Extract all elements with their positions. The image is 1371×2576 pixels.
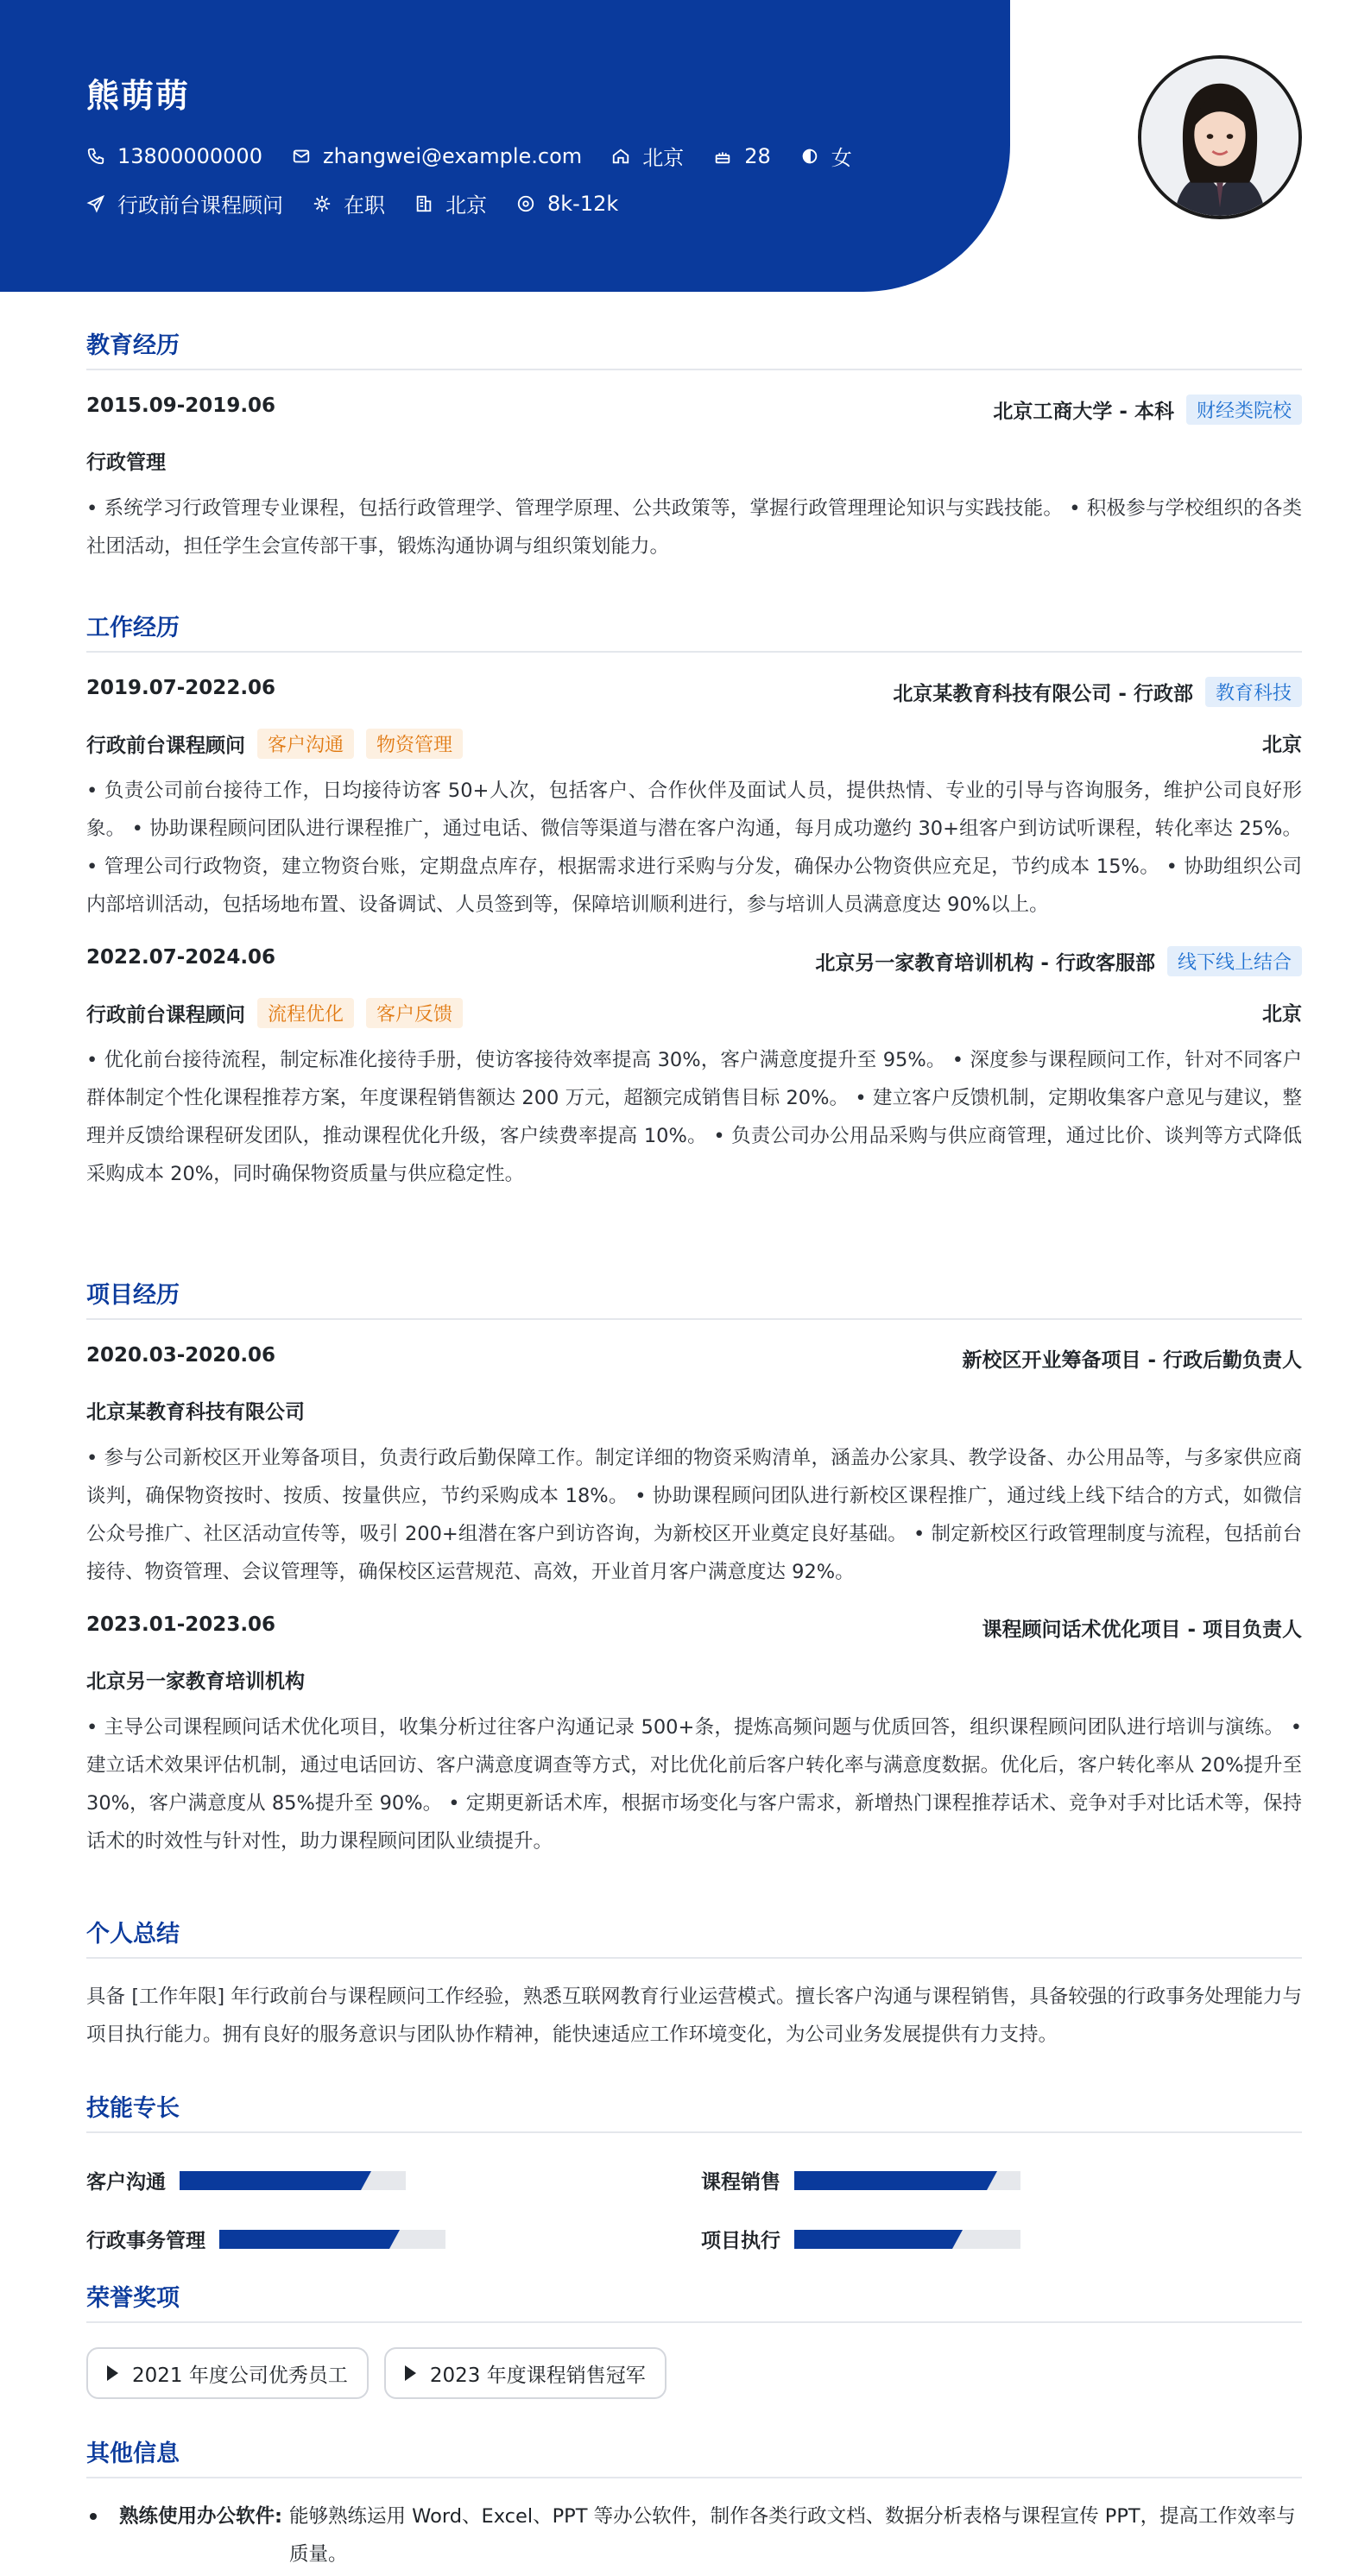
status-text: 在职 — [344, 193, 385, 218]
work-role — [86, 729, 463, 759]
work-company — [815, 946, 1302, 976]
awards-list — [86, 2347, 1302, 2399]
skill-name: 项目执行 — [701, 2230, 780, 2252]
project-description: • 主导公司课程顾问话术优化项目，收集分析过往客户沟通记录 500+条，提炼高频问题与优质回答，组织课程顾问团队进行培训与演练。 • 建立话术效果评估机制，通过电话回访、客户满意度调查等方式，对比优化前后客户转化率与满意度数据。优化后，客户转化率从 20%提升至 30%，客户满意度从 85%提升至 90%。 • 定期更新话术库，根据市场变化与客户需求，新增热门课程推荐话术、竞争对手对比话术等，保持话术的时效性与针对性，助力课程顾问团队业绩提升。 — [86, 1716, 1302, 1853]
role-name: 行政前台课程顾问 — [86, 735, 245, 757]
hometown-item — [611, 141, 684, 171]
project-org-row — [86, 1396, 1302, 1424]
resume-header — [0, 0, 1010, 292]
salary-item — [516, 192, 618, 216]
education-period: 2015.09-2019.06 — [86, 395, 276, 417]
gender-icon — [800, 147, 819, 166]
phone-item — [86, 144, 262, 168]
project-period: 2023.01-2023.06 — [86, 1613, 276, 1636]
mail-icon — [292, 147, 311, 166]
school-tag: 财经类院校 — [1186, 395, 1302, 425]
work-role-row — [86, 998, 1302, 1026]
email-text: zhangwei@example.com — [322, 143, 583, 168]
role-name: 行政前台课程顾问 — [86, 1004, 245, 1026]
education-school — [993, 395, 1302, 425]
work-description: • 负责公司前台接待工作，日均接待访客 50+人次，包括客户、合作伙伴及面试人员，提供热情、专业的引导与咨询服务，维护公司良好形象。 • 协助课程顾问团队进行课程推广，通过电话、微信等渠道与潜在客户沟通，每月成功邀约 30+组客户到访试听课程，转化率达 25%。 • 管理公司行政物资，建立物资台账，定期盘点库存，根据需求进行采购与分发，确保办公物资供应充足，节约成本 15%。 • 协助组织公司内部培训活动，包括场地布置、设备调试、人员签到等，保障培训顺利进行，参与培训人员满意度达 90%以上。 — [86, 780, 1302, 916]
bullet-icon — [90, 2513, 97, 2520]
work-role-row — [86, 729, 1302, 756]
section-title-work: 工作经历 — [86, 609, 1302, 653]
skill-bar-fill — [219, 2230, 389, 2249]
project-period: 2020.03-2020.06 — [86, 1344, 276, 1367]
skill-item — [86, 2225, 445, 2253]
section-title-project: 项目经历 — [86, 1276, 1302, 1320]
age-item — [713, 144, 771, 168]
other-section — [86, 2434, 1302, 2573]
skills-grid — [86, 2149, 1302, 2270]
gender-item — [800, 141, 852, 171]
hometown-text: 北京 — [642, 146, 685, 170]
award-text: 2023 年度课程销售冠军 — [429, 2364, 646, 2387]
project-description: • 参与公司新校区开业筹备项目，负责行政后勤保障工作。制定详细的物资采购清单，涵盖办公家具、教学设备、办公用品等，与多家供应商谈判，确保物资按时、按质、按量供应，节约采购成本 18%。 • 协助课程顾问团队进行新校区课程推广，通过线上线下结合的方式，如微信公众号推广、社区活动宣传等，吸引 200+组潜在客户到访咨询，为新校区开业奠定良好基础。 • 制定新校区行政管理制度与流程，包括前台接待、物资管理、会议管理等，确保校区运营规范、高效，开业首月客户满意度达 92%。 — [86, 1447, 1302, 1583]
salary-icon — [516, 194, 535, 213]
skill-tag: 物资管理 — [366, 729, 463, 759]
gender-text: 女 — [831, 146, 852, 170]
project-org: 北京另一家教育培训机构 — [86, 1670, 305, 1693]
other-text: 能够熟练运用 Word、Excel、PPT 等办公软件，制作各类行政文档、数据分析表格与课程宣传 PPT，提高工作效率与质量。 — [289, 2505, 1296, 2566]
skill-tag: 客户反馈 — [366, 998, 463, 1028]
company-name: 北京另一家教育培训机构 - 行政客服部 — [815, 952, 1155, 975]
section-title-other: 其他信息 — [86, 2434, 1302, 2478]
project-org-row — [86, 1665, 1302, 1693]
project-header-row — [86, 1344, 1302, 1372]
age-text: 28 — [744, 143, 771, 168]
award-item — [384, 2347, 667, 2399]
company-name: 北京某教育科技有限公司 - 行政部 — [893, 683, 1193, 705]
skill-bar — [219, 2230, 445, 2249]
building-icon — [414, 194, 433, 213]
work-section — [86, 609, 1302, 1193]
work-city: 北京 — [1262, 734, 1302, 756]
status-item — [313, 188, 385, 218]
contact-row — [86, 141, 881, 171]
status-icon — [313, 194, 332, 213]
work-description: • 优化前台接待流程，制定标准化接待手册，使访客接待效率提高 30%，客户满意度提升至 95%。 • 深度参与课程顾问工作，针对不同客户群体制定个性化课程推荐方案，年度课程销售额达 200 万元，超额完成销售目标 20%。 • 建立客户反馈机制，定期收集客户意见与建议，整理并反馈给课程研发团队，推动课程优化升级，客户续费率提高 10%。 • 负责公司办公用品采购与供应商管理，通过比价、谈判等方式降低采购成本 20%，同时确保物资质量与供应稳定性。 — [86, 1049, 1302, 1185]
education-header-row — [86, 395, 1302, 422]
work-header-row — [86, 946, 1302, 974]
target-city-text: 北京 — [445, 193, 487, 218]
target-role-item — [86, 188, 283, 218]
section-title-awards: 荣誉奖项 — [86, 2279, 1302, 2323]
skill-bar-fill — [180, 2171, 361, 2190]
awards-section — [86, 2279, 1302, 2399]
email-item — [292, 144, 582, 168]
phone-icon — [86, 147, 105, 166]
skill-bar — [794, 2230, 1020, 2249]
phone-text: 13800000000 — [117, 143, 262, 168]
skill-bar-fill — [794, 2171, 987, 2190]
project-section — [86, 1276, 1302, 1860]
other-item — [86, 2497, 1302, 2573]
skill-bar — [794, 2171, 1020, 2190]
project-title: 新校区开业筹备项目 - 行政后勤负责人 — [962, 1349, 1302, 1372]
company-tag: 线下线上结合 — [1167, 946, 1302, 976]
project-org: 北京某教育科技有限公司 — [86, 1401, 305, 1424]
education-major: 行政管理 — [86, 451, 166, 474]
candidate-name: 熊萌萌 — [86, 77, 191, 115]
work-role — [86, 998, 463, 1028]
award-text: 2021 年度公司优秀员工 — [132, 2364, 348, 2387]
skill-bar-fill — [794, 2230, 952, 2249]
send-icon — [86, 194, 105, 213]
skills-section — [86, 2089, 1302, 2270]
work-period: 2019.07-2022.06 — [86, 677, 276, 699]
skill-bar — [180, 2171, 406, 2190]
skill-name: 行政事务管理 — [86, 2230, 205, 2252]
other-label: 熟练使用办公软件: — [119, 2505, 282, 2528]
skill-item — [701, 2166, 1020, 2194]
play-icon — [107, 2365, 118, 2381]
work-city: 北京 — [1262, 1003, 1302, 1026]
intent-row — [86, 188, 648, 218]
avatar — [1138, 55, 1302, 219]
education-description: • 系统学习行政管理专业课程，包括行政管理学、管理学原理、公共政策等，掌握行政管理理论知识与实践技能。 • 积极参与学校组织的各类社团活动，担任学生会宣传部干事，锻炼沟通协调与组织策划能力。 — [86, 497, 1302, 558]
award-item — [86, 2347, 369, 2399]
skill-name: 课程销售 — [701, 2171, 780, 2194]
section-title-education: 教育经历 — [86, 326, 1302, 370]
project-header-row — [86, 1613, 1302, 1641]
skill-item — [86, 2166, 406, 2194]
company-tag: 教育科技 — [1205, 677, 1302, 707]
skill-tag: 流程优化 — [257, 998, 354, 1028]
target-city-item — [414, 188, 487, 218]
skill-name: 客户沟通 — [86, 2171, 166, 2194]
work-company — [893, 677, 1302, 707]
play-icon — [405, 2365, 416, 2381]
summary-section — [86, 1915, 1302, 2054]
education-section — [86, 326, 1302, 565]
project-title: 课程顾问话术优化项目 - 项目负责人 — [982, 1619, 1302, 1641]
target-role-text: 行政前台课程顾问 — [117, 193, 283, 218]
section-title-skills: 技能专长 — [86, 2089, 1302, 2133]
salary-text: 8k-12k — [547, 191, 619, 216]
home-icon — [611, 147, 630, 166]
work-header-row — [86, 677, 1302, 704]
skill-item — [701, 2225, 1020, 2253]
work-period: 2022.07-2024.06 — [86, 946, 276, 969]
education-major-row — [86, 446, 1302, 474]
skill-tag: 客户沟通 — [257, 729, 354, 759]
age-icon — [713, 147, 732, 166]
school-name: 北京工商大学 - 本科 — [993, 401, 1174, 423]
summary-text: 具备 [工作年限] 年行政前台与课程顾问工作经验，熟悉互联网教育行业运营模式。擅长客户沟通与课程销售，具备较强的行政事务处理能力与项目执行能力。拥有良好的服务意识与团队协作精神，能快速适应工作环境变化，为公司业务发展提供有力支持。 — [86, 1986, 1302, 2046]
section-title-summary: 个人总结 — [86, 1915, 1302, 1959]
